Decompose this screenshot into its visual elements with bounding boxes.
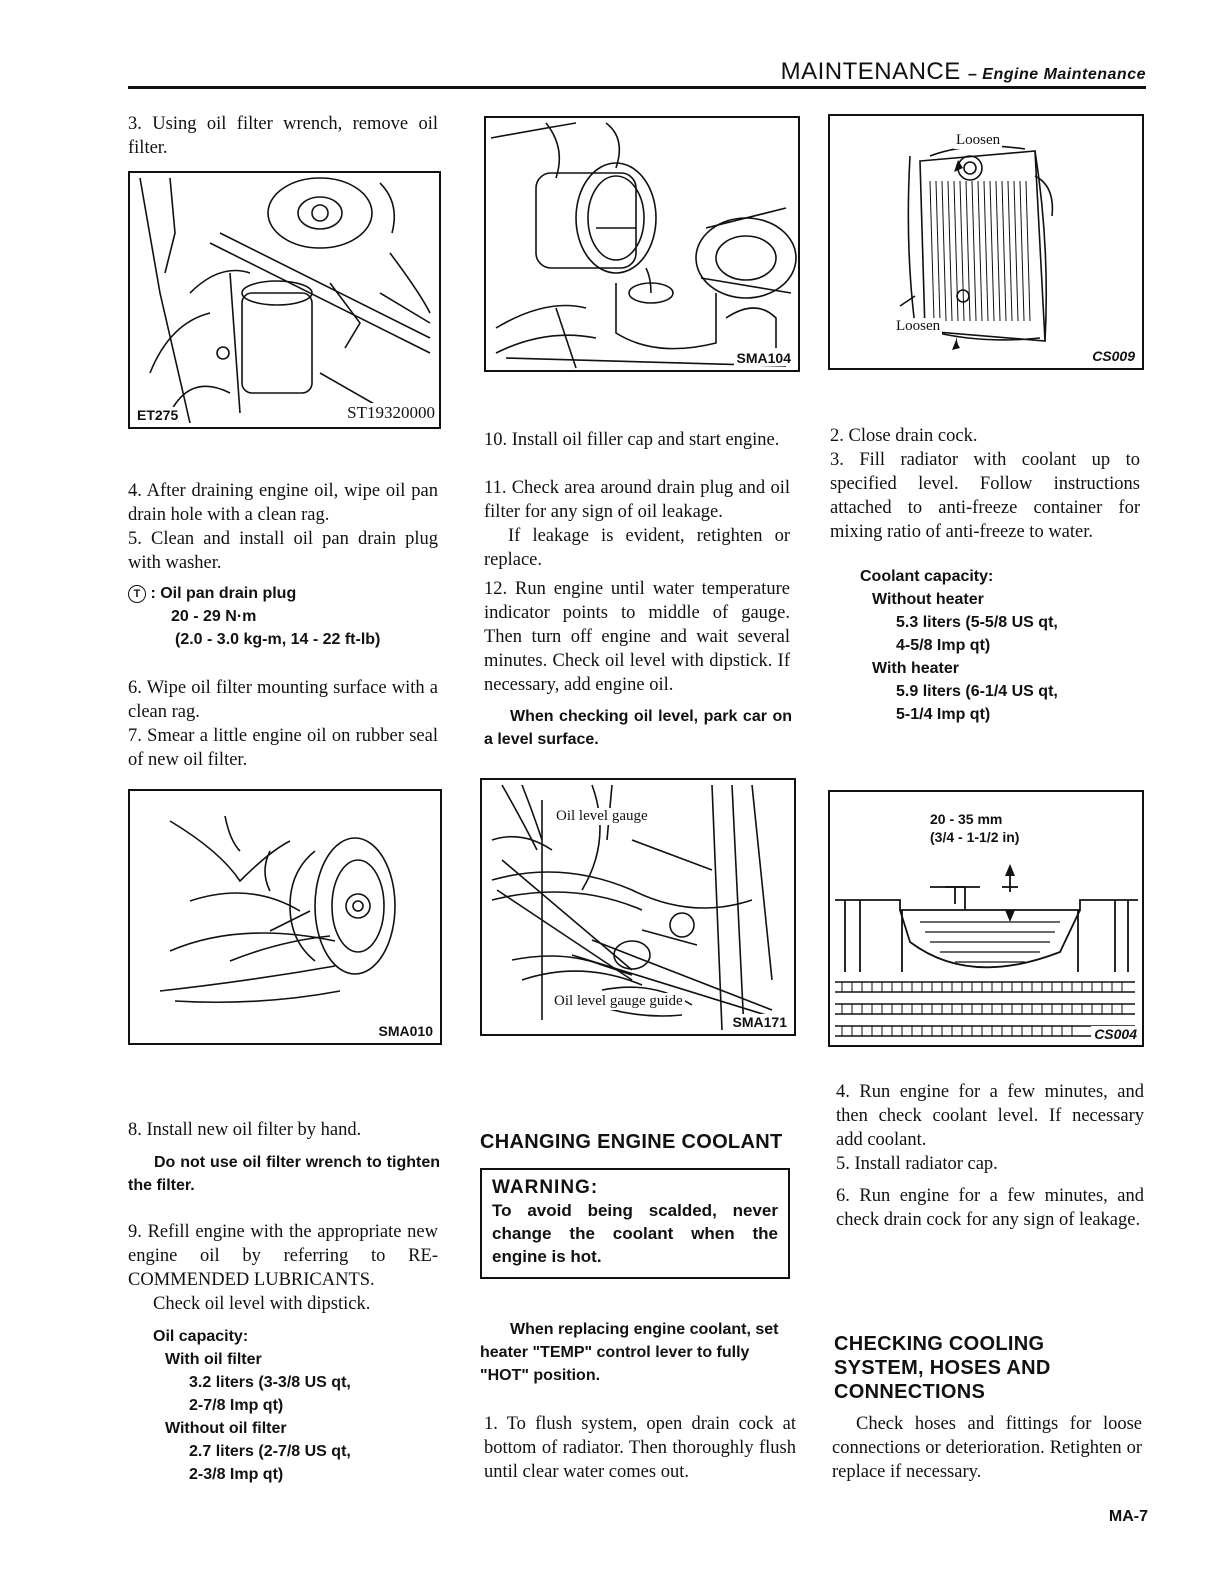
coolant-capacity-title: Coolant capacity: xyxy=(860,568,994,585)
col2-step11: 11. Check area around drain plug and oil filter for any sign of oil leakage. xyxy=(484,478,790,522)
level-dimension xyxy=(930,810,1019,846)
warning-title: WARNING: xyxy=(492,1177,599,1198)
col3-step2: 2. Close drain cock. xyxy=(830,426,978,446)
changing-coolant-heading: CHANGING ENGINE COOLANT xyxy=(480,1131,783,1153)
level-dimension-mm: 20 - 35 mm xyxy=(930,811,1003,827)
col2-step1: 1. To flush system, open drain cock at bottom of radiator. Then thoroughly flush until clear water comes out. xyxy=(484,1414,796,1482)
page-number: MA-7 xyxy=(1108,1508,1148,1525)
torque-value-1: 20 - 29 N·m xyxy=(171,608,257,625)
figure-et275 xyxy=(128,171,441,429)
warning-box xyxy=(480,1168,790,1279)
without-filter-value-1: 2.7 liters (2-7/8 US qt, xyxy=(189,1443,351,1460)
col2-step12: 12. Run engine until water temperature indicator points to middle of gauge. Then turn off engine and wait several minutes. Check oil level with dipstick. If necessary, add engine oil. xyxy=(484,579,790,695)
oil-capacity-title: Oil capacity: xyxy=(153,1328,249,1345)
figure-code: CS009 xyxy=(1089,348,1138,364)
with-heater-label: With heater xyxy=(872,660,959,677)
loosen-drain-label: Loosen xyxy=(896,318,941,334)
col3-step3: 3. Fill radiator with coolant up to specified level. Follow instructions attached to anti-freeze container for mixing ratio of anti-freeze to water. xyxy=(830,450,1140,542)
col2-step11b: If leakage is evident, retighten or replace. xyxy=(484,526,790,570)
col3-step6: 6. Run engine for a few minutes, and check drain cock for any sign of leakage. xyxy=(836,1186,1144,1230)
figure-cs004 xyxy=(828,790,1144,1047)
oil-level-gauge-guide-label: Oil level gauge guide xyxy=(554,993,683,1009)
hand-install-filter-illustration xyxy=(130,791,440,1043)
section-title: MAINTENANCE xyxy=(780,58,961,85)
coolant-capacity-spec xyxy=(860,565,1140,726)
torque-label: : Oil pan drain plug xyxy=(150,585,297,602)
without-heater-value-2: 4-5/8 Imp qt) xyxy=(896,637,991,654)
col1-step9b: Check oil level with dipstick. xyxy=(153,1294,371,1314)
col3-para: Check hoses and fittings for loose connections or deterioration. Retighten or replace if necessary. xyxy=(832,1414,1142,1482)
torque-spec xyxy=(128,582,448,651)
radiator-illustration xyxy=(830,116,1142,368)
without-filter-label: Without oil filter xyxy=(165,1420,287,1437)
figure-code: SMA171 xyxy=(730,1014,790,1030)
with-heater-value-1: 5.9 liters (6-1/4 US qt, xyxy=(896,683,1058,700)
without-filter-value-2: 2-3/8 Imp qt) xyxy=(189,1466,284,1483)
figure-sma010 xyxy=(128,789,442,1045)
with-heater-value-2: 5-1/4 Imp qt) xyxy=(896,706,991,723)
col3-step4: 4. Run engine for a few minutes, and then check coolant level. If necessary add coolant. xyxy=(836,1082,1144,1150)
figure-sma104 xyxy=(484,116,800,372)
figure-code: SMA104 xyxy=(734,350,794,366)
col1-step3: 3. Using oil filter wrench, remove oil filter. xyxy=(128,114,438,158)
col1-step4: 4. After draining engine oil, wipe oil pan drain hole with a clean rag. xyxy=(128,481,438,525)
torque-value-2: (2.0 - 3.0 kg-m, 14 - 22 ft-lb) xyxy=(175,631,381,648)
subsection-title: – Engine Maintenance xyxy=(967,66,1146,83)
col1-step6: 6. Wipe oil filter mounting surface with a clean rag. xyxy=(128,678,438,722)
with-filter-value-2: 2-7/8 Imp qt) xyxy=(189,1397,284,1414)
warning-text: To avoid being scalded, never change the coolant when the engine is hot. xyxy=(492,1201,778,1266)
col1-step9: 9. Refill engine with the appropriate new engine oil by referring to RE-COMMENDED LUBRICANTS. xyxy=(128,1222,438,1290)
figure-sma171 xyxy=(480,778,796,1036)
level-dimension-in: (3/4 - 1-1/2 in) xyxy=(930,829,1020,845)
col3-step5: 5. Install radiator cap. xyxy=(836,1154,998,1174)
col1-step8: 8. Install new oil filter by hand. xyxy=(128,1120,362,1140)
oil-level-gauge-label: Oil level gauge xyxy=(556,808,648,824)
with-filter-label: With oil filter xyxy=(165,1351,262,1368)
checking-cooling-heading: CHECKING COOLING SYSTEM, HOSES AND CONNECTIONS xyxy=(834,1333,1051,1403)
without-heater-value-1: 5.3 liters (5-5/8 US qt, xyxy=(896,614,1058,631)
header-rule xyxy=(128,86,1146,89)
oil-capacity-spec xyxy=(153,1325,443,1486)
col1-step7: 7. Smear a little engine oil on rubber seal of new oil filter. xyxy=(128,726,438,770)
loosen-cap-label: Loosen xyxy=(956,132,1001,148)
pour-oil-illustration xyxy=(486,118,798,370)
figure-code: ET275 xyxy=(134,407,181,423)
tool-number: ST19320000 xyxy=(347,403,435,422)
with-filter-value-1: 3.2 liters (3-3/8 US qt, xyxy=(189,1374,351,1391)
col2-step10: 10. Install oil filler cap and start engine. xyxy=(484,430,780,450)
without-heater-label: Without heater xyxy=(872,591,984,608)
col1-step5: 5. Clean and install oil pan drain plug with washer. xyxy=(128,529,438,573)
col2-note12: When checking oil level, park car on a level surface. xyxy=(484,708,792,748)
figure-code: SMA010 xyxy=(376,1023,436,1039)
torque-icon: T xyxy=(128,585,146,603)
figure-code: CS004 xyxy=(1091,1026,1140,1042)
figure-cs009 xyxy=(828,114,1144,370)
col1-note8: Do not use oil filter wrench to tighten the filter. xyxy=(128,1154,440,1194)
oil-filter-wrench-illustration xyxy=(130,173,439,427)
page-header xyxy=(781,58,1146,86)
coolant-heater-note: When replacing engine coolant, set heater "TEMP" control lever to fully "HOT" position. xyxy=(480,1321,779,1384)
